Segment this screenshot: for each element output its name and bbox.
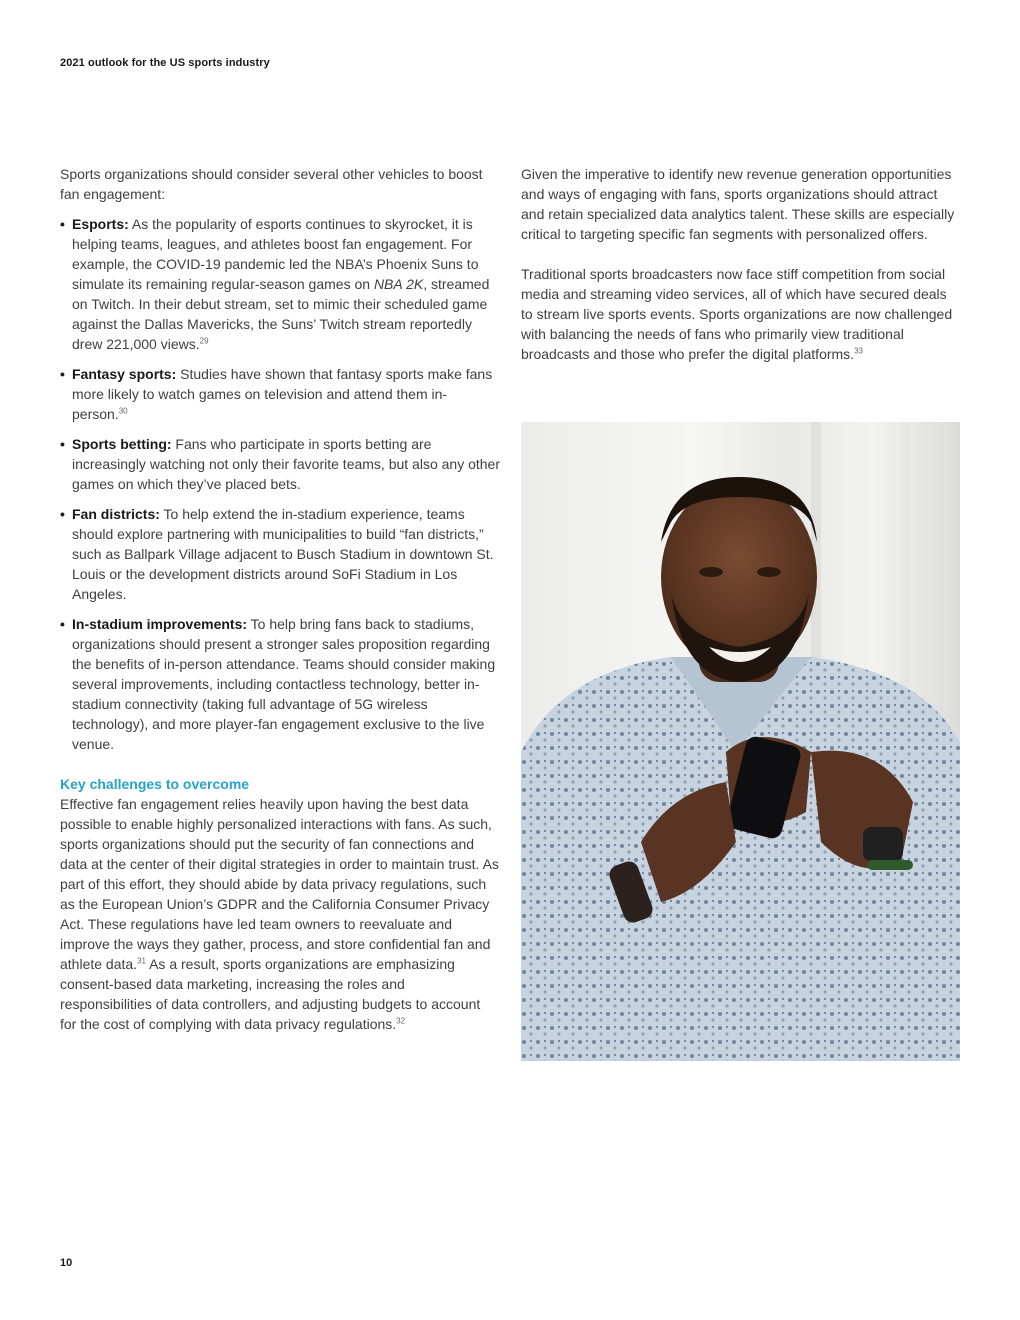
- right-column: [521, 164, 961, 364]
- challenges-text: Effective fan engagement relies heavily upon having the best data possible to enable highly personalized interactions with fans. As such, sports organizations should put the security of fan connections and data at the center of their digital strategies in order to maintain trust. As part of this effort, they should abide by data privacy regulations, such as the European Union’s GDPR and the California Consumer Privacy Act. These regulations have led team owners to reevaluate and improve the ways they gather, process, and store confidential fan and athlete data.: [60, 796, 499, 972]
- intro-paragraph: Sports organizations should consider several other vehicles to boost fan engagement:: [60, 166, 483, 202]
- footnote-ref: 31: [137, 956, 146, 966]
- bullet-term: In-stadium improvements:: [72, 616, 248, 632]
- game-title: NBA 2K: [373, 276, 424, 292]
- list-item: [60, 504, 500, 604]
- list-item: [60, 434, 500, 494]
- bullet-text: As the popularity of esports continues to skyrocket, it is helping teams, leagues, and athletes boost fan engagement. For example, the COVID-19 pandemic led the NBA’s Phoenix Suns to simulate its remaining regular-season games on: [72, 216, 479, 292]
- bullet-text: To help extend the in-stadium experience, teams should explore partnering with municipalities to build “fan districts,” such as Ballpark Village adjacent to Busch Stadium in downtown St. Louis or the development districts around SoFi Stadium in Los Angeles.: [72, 506, 494, 602]
- left-column: [60, 164, 500, 1034]
- broadcast-text: Traditional sports broadcasters now face stiff competition from social media and streaming video services, all of which have secured deals to stream live sports events. Sports organizations are now challenged with balancing the needs of fans who primarily view traditional broadcasts and those who prefer the digital platforms.: [521, 266, 953, 362]
- bullet-text: Studies have shown that fantasy sports make fans more likely to watch games on television and attend them in-person.: [72, 366, 493, 422]
- list-item: [60, 214, 500, 354]
- footnote-ref: 29: [199, 336, 209, 346]
- footnote-ref: 32: [396, 1016, 406, 1026]
- engagement-vehicles-list: [60, 214, 500, 754]
- bullet-term: Esports:: [72, 216, 129, 232]
- page-number: 10: [60, 1257, 73, 1269]
- running-header: 2021 outlook for the US sports industry: [60, 57, 270, 69]
- footnote-ref: 33: [854, 346, 863, 356]
- talent-paragraph: Given the imperative to identify new revenue generation opportunities and ways of engaging with fans, sports organizations should attract and retain specialized data analytics talent. These skills are especially critical to targeting specific fan segments with personalized offers.: [521, 166, 955, 242]
- photo-illustration: [521, 422, 960, 1061]
- section-heading: Key challenges to overcome: [60, 776, 250, 792]
- bullet-text: , streamed on Twitch. In their debut stream, set to mimic their scheduled game against the Dallas Mavericks, the Suns’ Twitch stream reportedly drew 221,000 views.: [72, 276, 490, 352]
- list-item: [60, 614, 500, 754]
- list-item: [60, 364, 500, 424]
- bullet-text: Fans who participate in sports betting are increasingly watching not only their favorite teams, but also any other games on which they’ve placed bets.: [72, 436, 501, 492]
- broadcast-paragraph: [521, 264, 961, 364]
- footnote-ref: 30: [118, 406, 128, 416]
- fan-with-phone-photo: [521, 422, 960, 1061]
- bullet-term: Sports betting:: [72, 436, 172, 452]
- bullet-term: Fantasy sports:: [72, 366, 177, 382]
- bullet-term: Fan districts:: [72, 506, 160, 522]
- bullet-text: To help bring fans back to stadiums, organizations should present a stronger sales proposition regarding the benefits of in-person attendance. Teams should consider making several improvements, including contactless technology, better in-stadium connectivity (taking full advantage of 5G wireless technology), and more player-fan engagement exclusive to the live venue.: [72, 616, 496, 752]
- challenges-paragraph: [60, 794, 500, 1034]
- challenges-text: As a result, sports organizations are emphasizing consent-based data marketing, increasing the roles and responsibilities of data controllers, and adjusting budgets to account for the cost of complying with data privacy regulations.: [60, 956, 481, 1032]
